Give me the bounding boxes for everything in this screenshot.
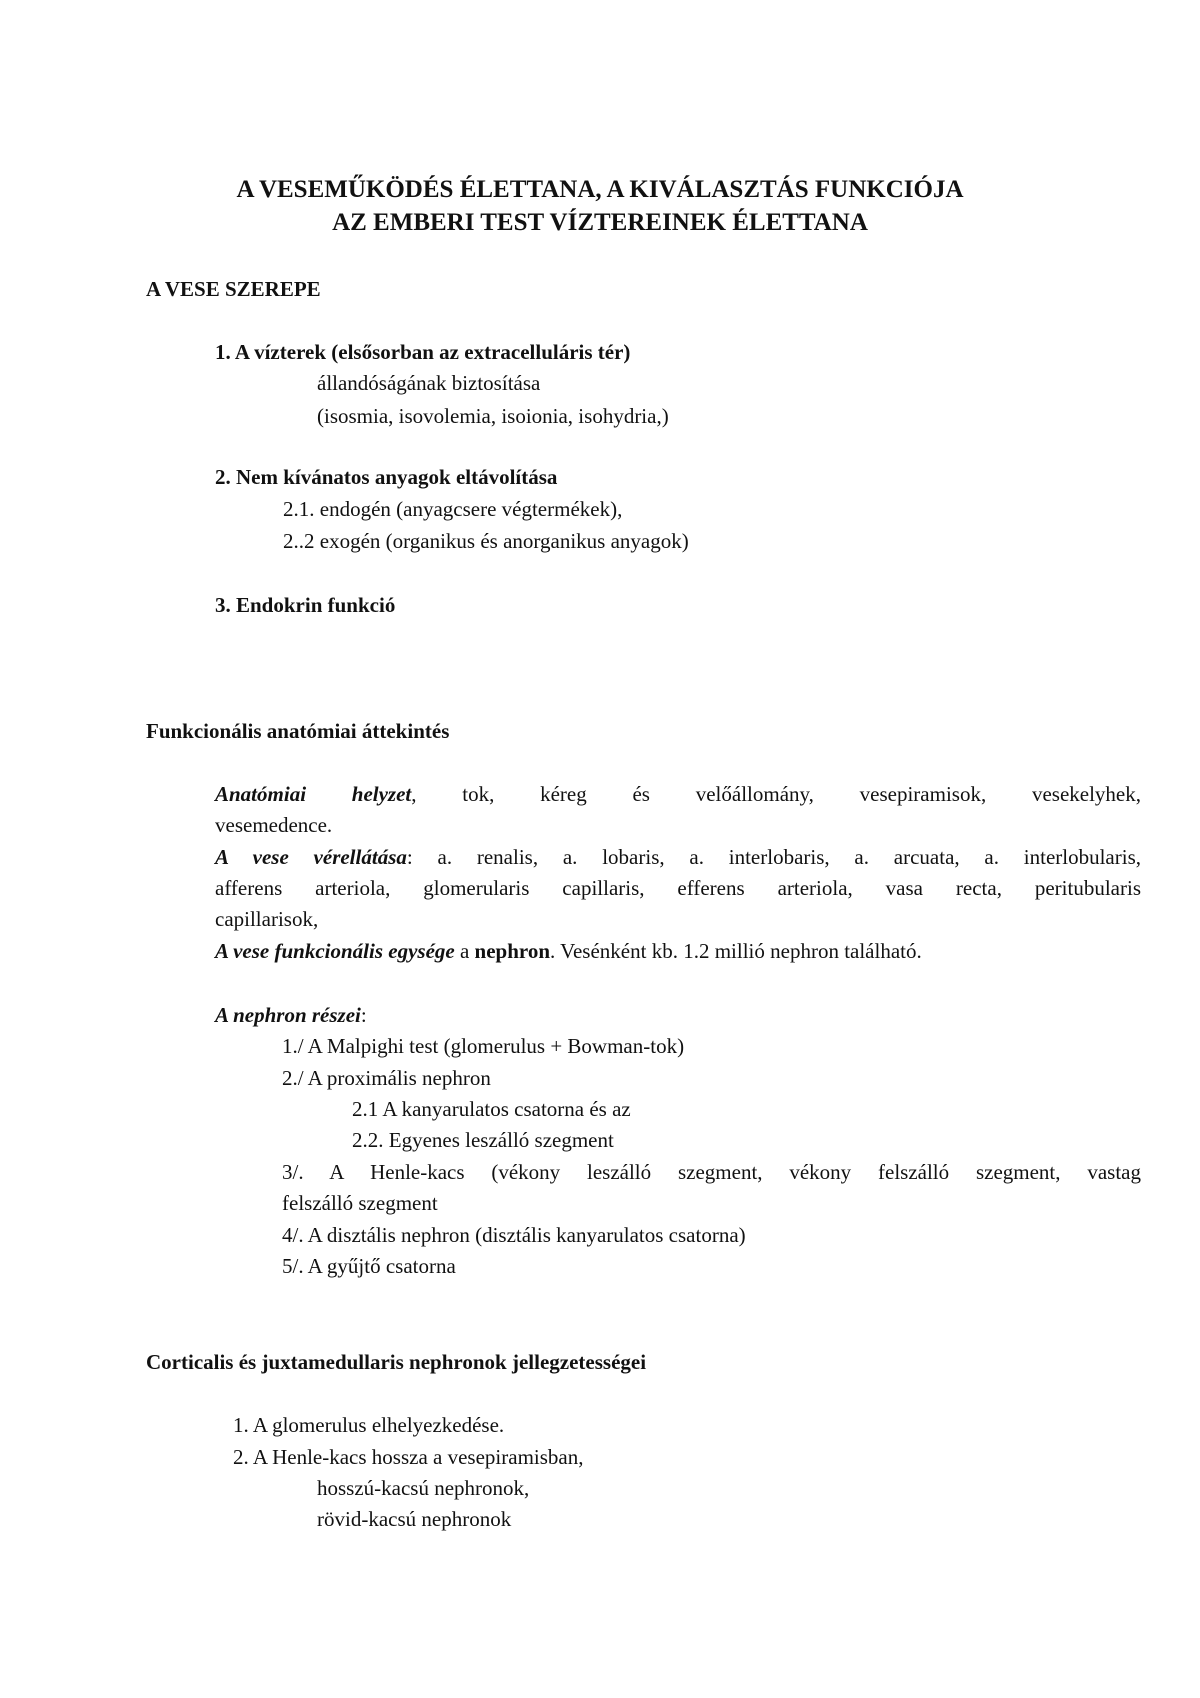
nephron-part-5: 5/. A gyűjtő csatorna xyxy=(282,1254,456,1278)
anatomy-position-label: Anatómiai helyzet xyxy=(215,782,412,806)
blood-supply-text: : a. renalis, a. lobaris, a. interlobaris, a. arcuata, a. interlobularis, xyxy=(406,845,1142,869)
blood-supply-line1 xyxy=(215,844,1141,870)
blood-supply-line2: afferens arteriola, glomerularis capillaris, efferens arteriola, vasa recta, peritubularis xyxy=(215,876,1141,900)
functional-unit-mid: a xyxy=(454,939,475,963)
functional-unit-rest: . Vesénként kb. 1.2 millió nephron található. xyxy=(550,939,922,963)
role-item1-line1: állandóságának biztosítása xyxy=(317,371,541,395)
nephron-type-item2: 2. A Henle-kacs hossza a vesepiramisban, xyxy=(233,1445,584,1469)
nephron-type-item2a: hosszú-kacsú nephronok, xyxy=(317,1476,530,1500)
blood-supply-label: A vese vérellátása xyxy=(215,845,407,869)
role-item1-line2: (isosmia, isovolemia, isoionia, isohydria,) xyxy=(317,404,669,428)
nephron-part-2: 2./ A proximális nephron xyxy=(282,1066,491,1090)
nephron-parts-colon: : xyxy=(360,1003,367,1027)
nephron-parts-label: A nephron részei xyxy=(215,1003,361,1027)
section-heading-role: A VESE SZEREPE xyxy=(146,277,321,301)
nephron-type-item1: 1. A glomerulus elhelyezkedése. xyxy=(233,1413,505,1437)
section-heading-nephron-types: Corticalis és juxtamedullaris nephronok jellegzetességei xyxy=(146,1350,647,1374)
nephron-part-2-1: 2.1 A kanyarulatos csatorna és az xyxy=(352,1097,631,1121)
anatomy-paragraph1-line2: vesemedence. xyxy=(215,813,333,837)
role-item3-title: 3. Endokrin funkció xyxy=(215,593,396,617)
role-item2-sub1: 2.1. endogén (anyagcsere végtermékek), xyxy=(283,497,623,521)
nephron-part-2-2: 2.2. Egyenes leszálló szegment xyxy=(352,1128,614,1152)
anatomy-position-text: , tok, kéreg és velőállomány, vesepiramisok, vesekelyhek, xyxy=(411,782,1141,806)
nephron-part-3: 3/. A Henle-kacs (vékony leszálló szegment, vékony felszálló szegment, vastag xyxy=(282,1160,1141,1184)
nephron-part-4: 4/. A disztális nephron (disztális kanyarulatos csatorna) xyxy=(282,1223,746,1247)
nephron-part-3-cont: felszálló szegment xyxy=(282,1191,438,1215)
role-item2-title: 2. Nem kívánatos anyagok eltávolítása xyxy=(215,465,558,489)
document-title-line2: AZ EMBERI TEST VÍZTEREINEK ÉLETTANA xyxy=(332,209,868,236)
section-heading-anatomy: Funkcionális anatómiai áttekintés xyxy=(146,719,450,743)
anatomy-paragraph1-line1 xyxy=(215,781,1141,807)
functional-unit-line xyxy=(215,938,922,964)
role-item1-title: 1. A vízterek (elsősorban az extracelluláris tér) xyxy=(215,340,631,364)
functional-unit-label: A vese funkcionális egysége xyxy=(215,939,455,963)
nephron-parts-heading xyxy=(215,1002,367,1028)
blood-supply-line3: capillarisok, xyxy=(215,907,319,931)
nephron-type-item2b: rövid-kacsú nephronok xyxy=(317,1507,512,1531)
document-title-line1: A VESEMŰKÖDÉS ÉLETTANA, A KIVÁLASZTÁS FUNKCIÓJA xyxy=(236,176,964,203)
nephron-term: nephron xyxy=(474,939,551,963)
role-item2-sub2: 2..2 exogén (organikus és anorganikus anyagok) xyxy=(283,529,689,553)
nephron-part-1: 1./ A Malpighi test (glomerulus + Bowman-tok) xyxy=(282,1034,685,1058)
